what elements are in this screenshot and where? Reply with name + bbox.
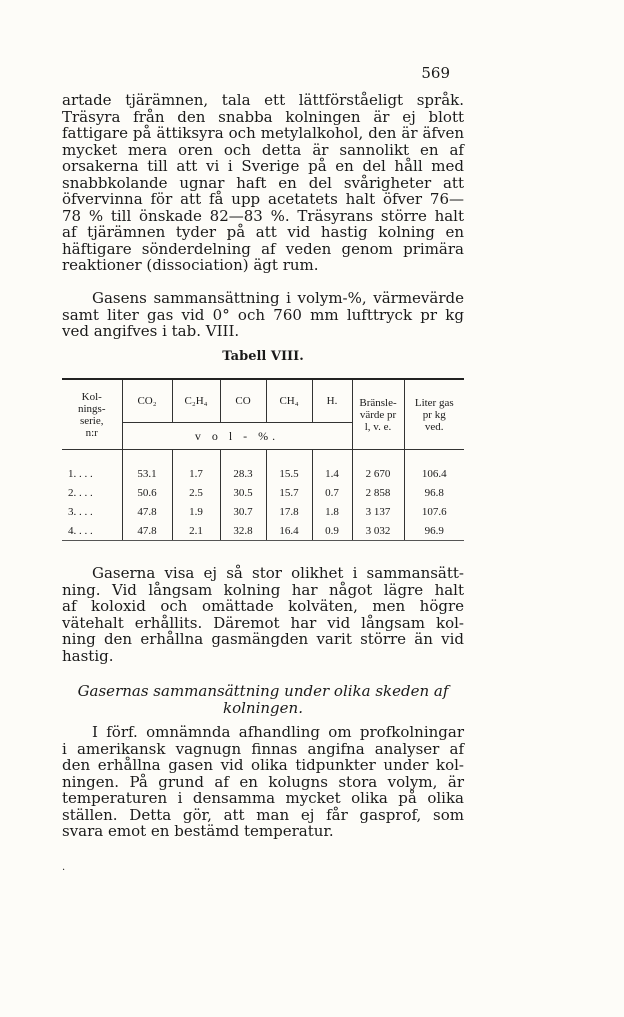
header-ch4: CH₄	[266, 379, 312, 423]
text-line: af koloxid och omättade kolväten, men högre	[62, 597, 464, 615]
cell-co2: 50.6	[122, 483, 172, 502]
cell-ch4: 16.4	[266, 521, 312, 541]
cell-n: 4. . . .	[62, 521, 122, 541]
section-heading-line: Gasernas sammansättning under olika skeden af	[77, 682, 449, 700]
text-line: ning. Vid långsam kolning har något lägre halt	[62, 580, 464, 599]
cell-c2h4: 1.9	[172, 502, 220, 521]
cell-ch4: 15.5	[266, 464, 312, 483]
unit-label: v o l - %.	[122, 423, 352, 450]
header-bransle	[352, 379, 404, 450]
table-row	[62, 502, 464, 521]
header-line: Liter gas	[414, 396, 454, 409]
text-line: ställen. Detta gör, att man ej får gasprof, som	[62, 805, 464, 824]
paragraph-4	[62, 724, 464, 840]
header-line: l, v. e.	[364, 420, 392, 433]
cell-h: 1.8	[312, 502, 352, 521]
cell-lg: 96.8	[404, 483, 464, 502]
paragraph-1	[62, 92, 464, 274]
paragraph-2	[62, 290, 464, 340]
paragraph-3	[62, 565, 464, 664]
cell-co: 30.5	[220, 483, 266, 502]
header-line: Kol-	[81, 390, 102, 403]
text-line: ningen. På grund af en kolugns stora volym, är	[62, 772, 464, 791]
cell-n: 1. . . .	[68, 467, 93, 480]
text-line: Gasens sammansättning i volym-%, värmevärde	[92, 289, 464, 307]
cell-h: 0.7	[312, 483, 352, 502]
cell-co: 32.8	[220, 521, 266, 541]
text-line: öfvervinna för att få upp acetatets halt öfver 76—	[62, 190, 464, 208]
text-line: Gaserna visa ej så stor olikhet i sammansätt-	[92, 564, 464, 582]
table-body	[62, 464, 464, 541]
text-line: fattigare på ättiksyra och metylalkohol, den är äfven	[62, 124, 464, 142]
text-line: artade tjärämnen, tala ett lättförståeligt språk.	[62, 91, 464, 109]
text-line: ved angifves i tab. VIII.	[62, 322, 240, 340]
gas-composition-table	[62, 378, 464, 541]
cell-c2h4: 2.5	[172, 483, 220, 502]
text-line: snabbkolande ugnar haft en del svårigheter att	[62, 173, 464, 192]
cell-co2: 47.8	[122, 521, 172, 541]
cell-lg: 96.9	[404, 521, 464, 541]
cell-c2h4: 2.1	[172, 521, 220, 541]
header-c2h4: C₂H₄	[172, 379, 220, 423]
text-line: I förf. omnämnda afhandling om profkolningar	[92, 723, 464, 741]
header-line: serie,	[79, 414, 104, 427]
table-row	[62, 464, 464, 483]
text-line: svara emot en bestämd temperatur.	[62, 822, 334, 840]
text-line: 78 % till önskade 82—83 %. Träsyrans större halt	[62, 206, 464, 225]
header-line: Bränsle-	[359, 396, 397, 409]
text-line: hastig.	[62, 646, 114, 665]
header-liter	[404, 379, 464, 450]
cell-bv: 3 032	[352, 521, 404, 541]
cell-co2: 47.8	[122, 502, 172, 521]
text-line: mycket mera oren och detta är sannolikt en af	[62, 140, 464, 159]
table-row	[62, 521, 464, 541]
cell-c2h4: 1.7	[172, 464, 220, 483]
cell-n: 3. . . .	[68, 505, 93, 518]
header-h: H.	[312, 379, 352, 423]
text-line: ning den erhållna gasmängden varit större än vid	[62, 630, 464, 648]
cell-lg: 107.6	[404, 502, 464, 521]
cell-bv: 3 137	[352, 502, 404, 521]
section-heading	[62, 683, 464, 717]
cell-co2: 53.1	[122, 464, 172, 483]
text-line: Träsyra från den snabba kolningen är ej blott	[62, 107, 464, 126]
text-line: vätehalt erhållits. Däremot har vid långsam kol-	[62, 613, 464, 632]
text-line: orsakerna till att vi i Sverige på en del håll med	[62, 157, 464, 175]
table-row	[62, 483, 464, 502]
text-line: samt liter gas vid 0° och 760 mm lufttryck pr kg	[62, 305, 464, 324]
header-line: n:r	[85, 426, 98, 439]
text-line: temperaturen i densamma mycket olika på olika	[62, 789, 464, 807]
text-line: reaktioner (dissociation) ägt rum.	[62, 256, 319, 274]
cell-h: 1.4	[312, 464, 352, 483]
cell-co: 28.3	[220, 464, 266, 483]
text-line: den erhållna gasen vid olika tidpunkter under kol-	[62, 756, 464, 774]
cell-bv: 2 670	[352, 464, 404, 483]
header-line: nings-	[78, 402, 106, 415]
cell-h: 0.9	[312, 521, 352, 541]
header-line: ved.	[424, 420, 444, 433]
cell-n: 2. . . .	[68, 486, 93, 499]
cell-ch4: 15.7	[266, 483, 312, 502]
text-line: häftigare sönderdelning af veden genom primära	[62, 239, 464, 258]
cell-lg: 106.4	[404, 464, 464, 483]
cell-ch4: 17.8	[266, 502, 312, 521]
text-line: i amerikansk vagnugn finnas angifna analyser af	[62, 739, 464, 758]
cell-co: 30.7	[220, 502, 266, 521]
stray-mark: .	[62, 862, 66, 873]
header-co2: CO₂	[122, 379, 172, 423]
header-line: pr kg	[422, 408, 446, 421]
header-kolning	[62, 379, 122, 450]
table-title: Tabell VIII.	[222, 349, 304, 364]
section-heading-line: kolningen.	[223, 699, 303, 717]
page-number: 569	[421, 64, 450, 82]
header-co: CO	[220, 379, 266, 423]
text-line: af tjärämnen tyder på att vid hastig kolning en	[62, 223, 464, 241]
header-line: värde pr	[359, 408, 397, 421]
cell-bv: 2 858	[352, 483, 404, 502]
